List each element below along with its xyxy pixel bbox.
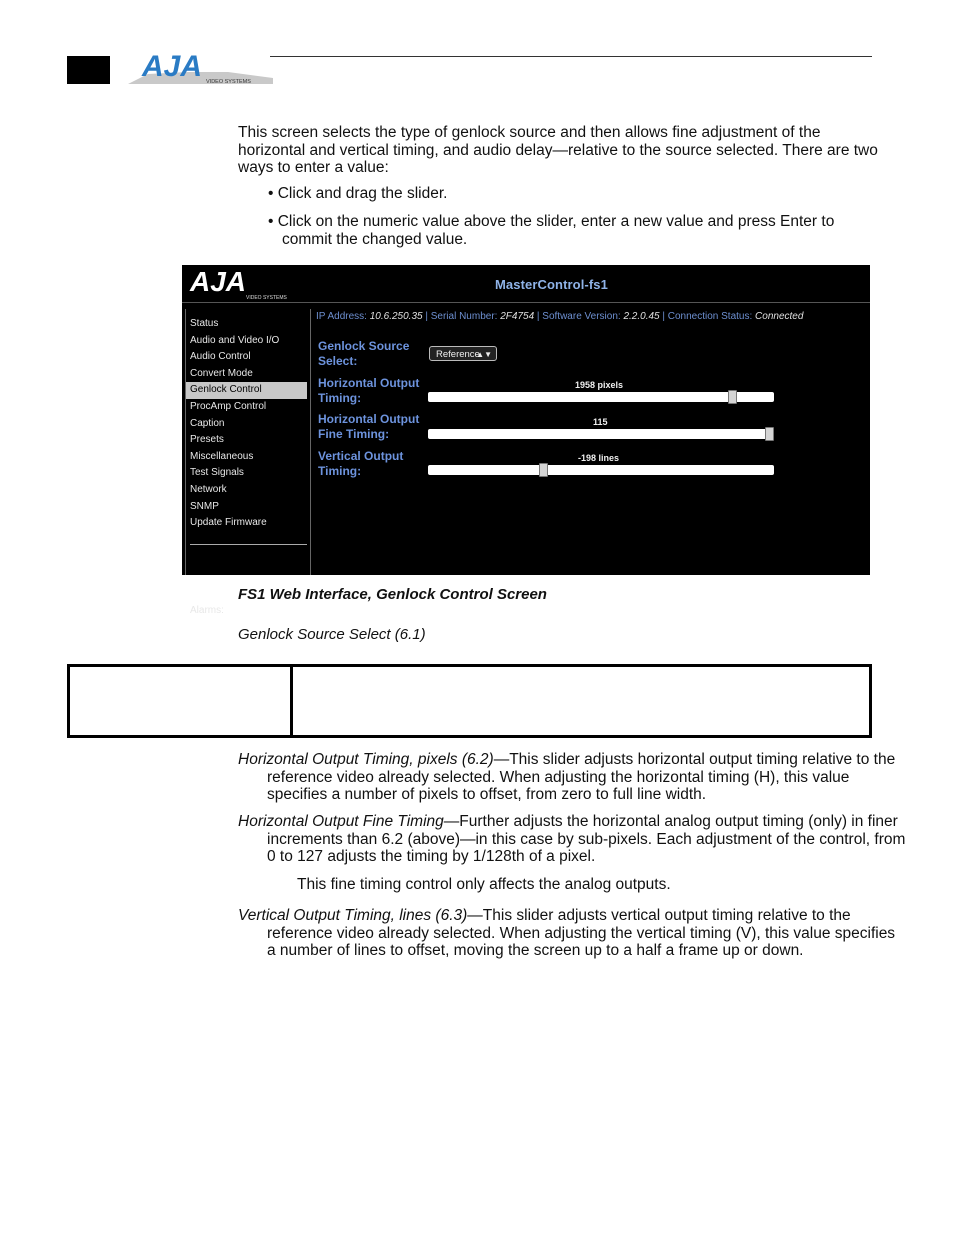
serial-label: | Serial Number: bbox=[425, 311, 498, 322]
shot-logo-text: AJA bbox=[190, 266, 247, 297]
genlock-source-label-line1: Genlock Source bbox=[318, 339, 410, 353]
table-column-divider bbox=[290, 667, 293, 735]
sidebar-item-presets[interactable]: Presets bbox=[190, 434, 224, 446]
shot-logo-subtext: VIDEO SYSTEMS bbox=[246, 295, 287, 301]
sidebar-item-audio-and-video-i-o[interactable]: Audio and Video I/O bbox=[190, 334, 280, 346]
bullet-numeric-entry-line1: • Click on the numeric value above the slider, enter a new value and press Enter to bbox=[268, 213, 835, 230]
ip-label: IP Address: bbox=[316, 311, 367, 322]
slider-thumb[interactable] bbox=[728, 390, 737, 404]
sidebar-item-status[interactable]: Status bbox=[190, 318, 219, 329]
vertical-output-timing-slider[interactable] bbox=[428, 465, 774, 475]
header-rule bbox=[270, 56, 872, 57]
horizontal-fine-timing-value[interactable]: 115 bbox=[593, 417, 608, 427]
genlock-source-value: Reference bbox=[436, 349, 480, 360]
status-line bbox=[316, 311, 803, 322]
ip-value: 10.6.250.35 bbox=[369, 311, 423, 322]
connection-value: Connected bbox=[755, 311, 804, 322]
sidebar-nav bbox=[185, 309, 311, 616]
slider-thumb[interactable] bbox=[765, 427, 774, 441]
horizontal-fine-timing-label bbox=[318, 412, 428, 442]
definition-horizontal-fine-timing bbox=[238, 813, 907, 866]
sidebar-list bbox=[186, 309, 310, 532]
serial-value: 2F4754 bbox=[500, 311, 535, 322]
slider-thumb[interactable] bbox=[539, 463, 548, 477]
intro-paragraph: This screen selects the type of genlock source and then allows fine adjustment of the horizontal and vertical timing, and audio delay—relative to the source selected. There are two ways to enter a value: bbox=[238, 124, 878, 176]
connection-label: | Connection Status: bbox=[662, 311, 753, 322]
title-rule bbox=[182, 302, 870, 303]
sidebar-item-genlock-control[interactable]: Genlock Control bbox=[186, 382, 307, 399]
horizontal-output-timing-label bbox=[318, 376, 428, 406]
definition-text: —Further adjusts the horizontal analog output timing (only) in finer increments than 6.2 (above)—in this case by sub-pixels. Each adjustment of the control, from 0 to 127 adjusts the timing by 1/128th of a pixel. bbox=[267, 813, 906, 865]
fine-timing-note: This fine timing control only affects the analog outputs. bbox=[297, 876, 671, 893]
definition-horizontal-output-timing bbox=[238, 751, 907, 804]
alarms-label: Alarms: bbox=[190, 605, 224, 616]
aja-logo bbox=[128, 50, 273, 86]
hot-label-line2: Timing: bbox=[318, 391, 362, 405]
logo-subtext: VIDEO SYSTEMS bbox=[206, 79, 251, 85]
software-value: 2.2.0.45 bbox=[623, 311, 660, 322]
bullet-drag-slider: • Click and drag the slider. bbox=[268, 185, 448, 202]
definition-text: —This slider adjusts horizontal output timing relative to the reference video already selected. When adjusting the horizontal timing (H), this value specifies a number of pixels to offset, from zero to full line width. bbox=[267, 751, 896, 803]
genlock-source-label bbox=[318, 339, 428, 369]
genlock-source-select[interactable] bbox=[429, 346, 497, 361]
vot-label-line2: Timing: bbox=[318, 464, 362, 478]
hft-label-line1: Horizontal Output bbox=[318, 412, 420, 426]
vot-label-line1: Vertical Output bbox=[318, 449, 404, 463]
sidebar-item-snmp[interactable]: SNMP bbox=[190, 500, 219, 512]
sidebar-item-convert-mode[interactable]: Convert Mode bbox=[190, 367, 253, 379]
sidebar-item-update-firmware[interactable]: Update Firmware bbox=[190, 517, 267, 529]
sidebar-item-miscellaneous[interactable]: Miscellaneous bbox=[190, 450, 254, 462]
definition-text: —This slider adjusts vertical output timing relative to the reference video already selected. When adjusting the vertical timing (V), this value specifies a number of lines to offset, moving the screen up to a half a frame up or down. bbox=[267, 907, 896, 959]
select-arrows-icon: ▲▼ bbox=[476, 350, 492, 359]
bullet-numeric-entry bbox=[268, 213, 868, 248]
definition-term: Horizontal Output Fine Timing bbox=[238, 813, 444, 830]
vertical-output-timing-label bbox=[318, 449, 428, 479]
horizontal-fine-timing-slider[interactable] bbox=[428, 429, 774, 439]
sidebar-item-procamp-control[interactable]: ProcAmp Control bbox=[190, 400, 267, 412]
window-title: MasterControl-fs1 bbox=[495, 277, 608, 292]
section-heading: Genlock Source Select (6.1) bbox=[238, 626, 426, 643]
bullet-numeric-entry-line2: commit the changed value. bbox=[282, 230, 468, 248]
sidebar-item-audio-control[interactable]: Audio Control bbox=[190, 351, 251, 363]
software-label: | Software Version: bbox=[536, 311, 621, 322]
sidebar-divider bbox=[190, 544, 307, 545]
genlock-source-label-line2: Select: bbox=[318, 354, 358, 368]
logo-text: AJA bbox=[142, 50, 203, 83]
page-number-tab bbox=[67, 56, 110, 84]
sidebar-item-test-signals[interactable]: Test Signals bbox=[190, 467, 244, 479]
vertical-output-timing-value[interactable]: -198 lines bbox=[578, 453, 620, 463]
definition-term: Horizontal Output Timing, pixels (6.2) bbox=[238, 751, 494, 768]
settings-table bbox=[67, 664, 872, 738]
aja-logo-screenshot bbox=[186, 267, 306, 301]
horizontal-output-timing-slider[interactable] bbox=[428, 392, 774, 402]
hot-label-line1: Horizontal Output bbox=[318, 376, 420, 390]
figure-caption: FS1 Web Interface, Genlock Control Screen bbox=[238, 586, 547, 603]
definition-term: Vertical Output Timing, lines (6.3) bbox=[238, 907, 468, 924]
horizontal-output-timing-value[interactable]: 1958 pixels bbox=[575, 380, 624, 390]
sidebar-item-caption[interactable]: Caption bbox=[190, 417, 225, 429]
definition-vertical-output-timing bbox=[238, 907, 907, 960]
sidebar-item-network[interactable]: Network bbox=[190, 483, 227, 495]
hft-label-line2: Fine Timing: bbox=[318, 427, 390, 441]
